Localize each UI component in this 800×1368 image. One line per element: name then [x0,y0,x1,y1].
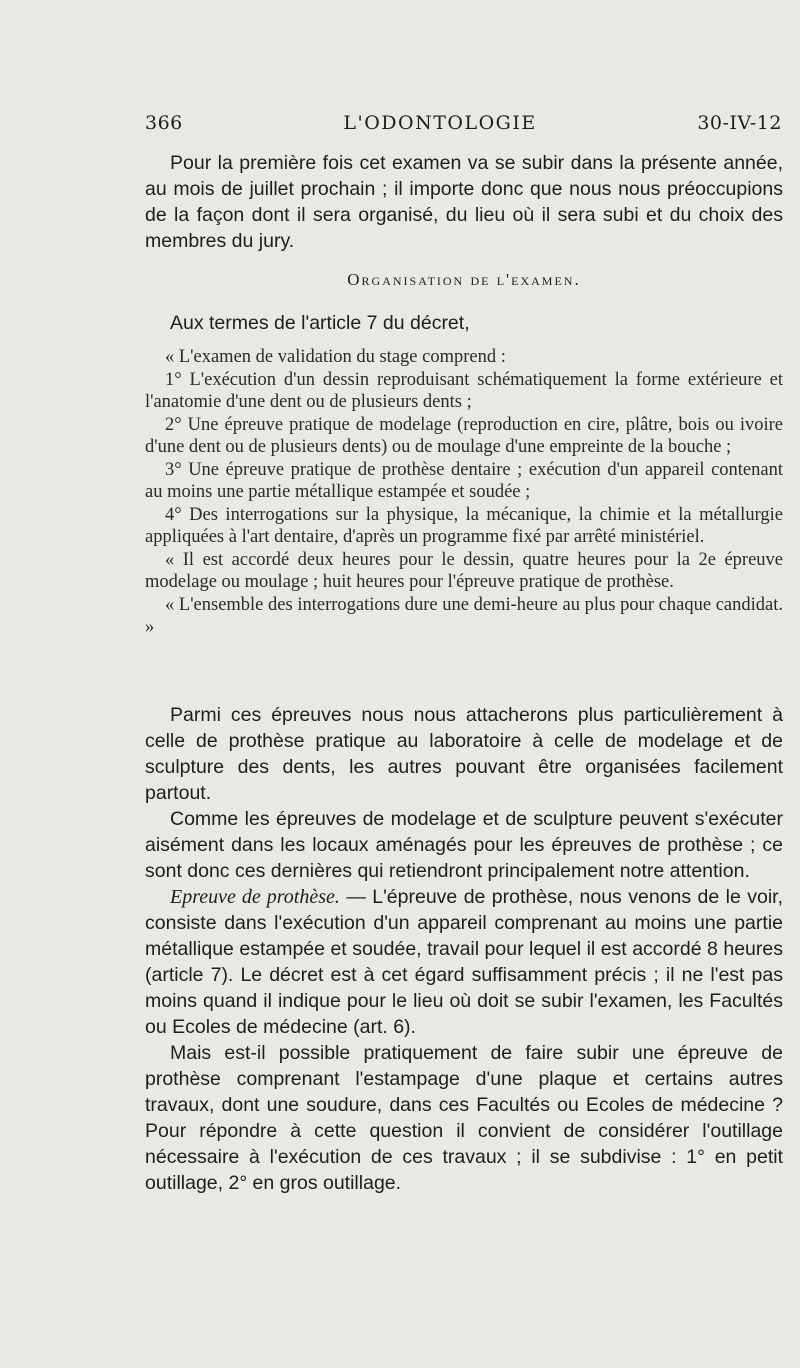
intro-block [145,150,783,254]
journal-title: L'ODONTOLOGIE [343,112,537,134]
body-block [145,702,783,1196]
quote-item-1: 1° L'exécution d'un dessin reproduisant schématiquement la forme extérieure et l'anatomie d'une dent ou de plusieurs dents ; [145,369,783,412]
issue-date: 30-IV-12 [697,112,782,134]
decree-intro: Aux termes de l'article 7 du décret, [170,312,470,334]
decree-quote [145,346,783,639]
quote-item-3: 3° Une épreuve pratique de prothèse dentaire ; exécution d'un appareil contenant au moins une partie métallique estampée et soudée ; [145,459,783,502]
prothese-label: Epreuve de prothèse. [170,886,340,908]
intro-paragraph: Pour la première fois cet examen va se subir dans la présente année, au mois de juillet prochain ; il importe donc que nous nous préoccupions de la façon dont il sera organisé, du lieu où il sera subi et du choix des membres du jury. [145,152,783,252]
quote-closing: « L'ensemble des interrogations dure une demi-heure au plus pour chaque candidat. » [145,594,783,637]
final-paragraph: Mais est-il possible pratiquement de faire subir une épreuve de prothèse comprenant l'estampage d'une plaque et certains autres travaux, dont une soudure, dans ces Facultés ou Ecoles de médecine ? Pour répondre à cette question il convient de considérer l'outillage nécessaire à l'exécution de ces travaux ; il se subdivise : 1° en petit outillage, 2° en gros outillage. [145,1042,783,1194]
quote-duration: « Il est accordé deux heures pour le dessin, quatre heures pour la 2e épreuve modelage ou moulage ; huit heures pour l'épreuve pratique de prothèse. [145,549,783,592]
quote-item-4: 4° Des interrogations sur la physique, la mécanique, la chimie et la métallurgie appliquées à l'art dentaire, d'après un programme fixé par arrêté ministériel. [145,504,783,547]
section-heading: Organisation de l'examen. [347,270,581,289]
page-number: 366 [145,112,183,134]
prothese-text: — L'épreuve de prothèse, nous venons de le voir, consiste dans l'exécution d'un appareil comprenant au moins une partie métallique estampée et soudée, travail pour lequel il est accordé 8 heures (article 7). Le décret est à cet égard suffisamment précis ; il ne l'est pas moins quand il indique pour le lieu où doit se subir l'examen, les Facultés ou Ecoles de médecine (art. 6). [145,886,783,1038]
body-paragraph-2: Comme les épreuves de modelage et de sculpture peuvent s'exécuter aisément dans les locaux aménagés pour les épreuves de prothèse ; ce sont donc ces dernières qui retiendront principalement notre attention. [145,808,783,882]
quote-item-2: 2° Une épreuve pratique de modelage (reproduction en cire, plâtre, bois ou ivoire d'une dent ou de plusieurs dents) ou de moulage d'une empreinte de la bouche ; [145,414,783,457]
prothese-paragraph [145,884,783,1040]
quote-opening: « L'examen de validation du stage comprend : [165,347,506,367]
running-header [145,112,782,134]
decree-intro-block [145,310,783,336]
body-paragraph-1: Parmi ces épreuves nous nous attacherons plus particulièrement à celle de prothèse pratique au laboratoire à celle de modelage et de sculpture des dents, les autres pouvant être organisées facilement partout. [145,704,783,804]
